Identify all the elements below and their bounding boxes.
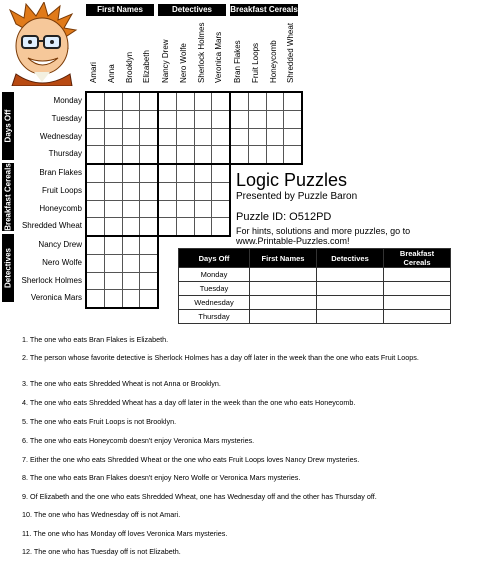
grid-cell[interactable] <box>139 145 158 164</box>
grid-cell[interactable] <box>139 217 158 236</box>
grid-cell[interactable] <box>122 164 141 183</box>
column-label-text: Nero Wolfe <box>178 43 188 83</box>
grid-cell[interactable] <box>230 92 249 111</box>
grid-cell[interactable] <box>86 236 105 255</box>
answer-day: Wednesday <box>179 296 250 310</box>
grid-cell[interactable] <box>194 110 213 129</box>
grid-cell[interactable] <box>158 164 177 183</box>
grid-cell[interactable] <box>158 128 177 147</box>
grid-cell[interactable] <box>158 200 177 219</box>
grid-cell[interactable] <box>176 92 195 111</box>
clue: 5. The one who eats Fruit Loops is not Brooklyn. <box>22 417 177 426</box>
grid-divider <box>229 91 303 93</box>
clue: 6. The one who eats Honeycomb doesn't enjoy Veronica Mars mysteries. <box>22 436 255 445</box>
grid-cell[interactable] <box>122 145 141 164</box>
answer-header-breakfast-cereals: Breakfast Cereals <box>384 249 451 268</box>
grid-cell[interactable] <box>122 110 141 129</box>
row-label: Nero Wolfe <box>42 257 82 267</box>
answer-cell[interactable] <box>384 268 451 282</box>
grid-cell[interactable] <box>122 200 141 219</box>
row-label: Monday <box>53 96 82 105</box>
grid-cell[interactable] <box>211 164 230 183</box>
row-group-detectives: Detectives <box>2 234 14 302</box>
column-label <box>158 12 175 90</box>
grid-cell[interactable] <box>158 145 177 164</box>
answer-row <box>179 268 451 282</box>
row-label: Honeycomb <box>39 203 82 213</box>
grid-cell[interactable] <box>283 128 302 147</box>
grid-cell[interactable] <box>86 217 105 236</box>
row-label: Veronica Mars <box>30 293 82 303</box>
grid-cell[interactable] <box>122 182 141 201</box>
grid-cell[interactable] <box>158 92 177 111</box>
grid-cell[interactable] <box>86 128 105 147</box>
grid-divider <box>85 91 159 93</box>
grid-cell[interactable] <box>176 164 195 183</box>
grid-cell[interactable] <box>230 145 249 164</box>
answer-row <box>179 296 451 310</box>
presenter-line: Presented by Puzzle Baron <box>236 191 358 202</box>
grid-cell[interactable] <box>158 110 177 129</box>
row-label: Bran Flakes <box>39 168 82 177</box>
grid-cell[interactable] <box>194 164 213 183</box>
answer-cell[interactable] <box>250 282 317 296</box>
row-group-breakfast-cereals: Breakfast Cereals <box>3 163 13 231</box>
column-label <box>139 12 156 90</box>
grid-divider <box>229 164 231 237</box>
row-label: Shredded Wheat <box>21 221 82 231</box>
answer-header-first-names: First Names <box>250 249 317 268</box>
grid-divider <box>85 163 159 165</box>
row-label: Tuesday <box>51 113 82 123</box>
grid-cell[interactable] <box>176 200 195 219</box>
grid-divider <box>85 235 159 237</box>
grid-cell[interactable] <box>266 110 285 129</box>
page-title: Logic Puzzles <box>236 170 348 190</box>
row-label: Fruit Loops <box>41 185 82 195</box>
grid-cell[interactable] <box>86 289 105 308</box>
column-label <box>122 12 139 90</box>
grid-cell[interactable] <box>104 236 123 255</box>
grid-cell[interactable] <box>248 92 267 111</box>
grid-divider <box>157 91 159 165</box>
grid-cell[interactable] <box>139 272 158 291</box>
grid-cell[interactable] <box>283 145 302 164</box>
grid-divider <box>157 164 159 237</box>
clue: 2. The person whose favorite detective is Sherlock Holmes has a day off later in the week than the one who eats Fruit Loops. <box>22 353 419 362</box>
grid-cell[interactable] <box>194 92 213 111</box>
grid-divider <box>85 164 87 237</box>
grid-cell[interactable] <box>248 145 267 164</box>
column-label <box>194 12 211 90</box>
grid-cell[interactable] <box>211 128 230 147</box>
row-label: Sherlock Holmes <box>21 275 82 285</box>
grid-divider <box>229 163 303 165</box>
grid-cell[interactable] <box>211 110 230 129</box>
column-label-text: Nancy Drew <box>161 39 170 83</box>
grid-cell[interactable] <box>122 236 141 255</box>
grid-cell[interactable] <box>211 145 230 164</box>
grid-cell[interactable] <box>86 145 105 164</box>
grid-cell[interactable] <box>86 92 105 111</box>
grid-cell[interactable] <box>158 217 177 236</box>
answer-row <box>179 310 451 324</box>
row-label: Nancy Drew <box>38 240 82 249</box>
answer-cell[interactable] <box>317 268 384 282</box>
grid-cell[interactable] <box>194 128 213 147</box>
grid-cell[interactable] <box>139 92 158 111</box>
column-group-breakfast-cereals: Breakfast Cereals <box>230 5 298 14</box>
grid-cell[interactable] <box>194 200 213 219</box>
grid-cell[interactable] <box>86 272 105 291</box>
grid-cell[interactable] <box>104 128 123 147</box>
grid-cell[interactable] <box>104 145 123 164</box>
clue: 7. Either the one who eats Shredded Wheat or the one who eats Fruit Loops loves Nancy Drew mysteries. <box>22 455 360 464</box>
column-label-text: Honeycomb <box>268 40 278 83</box>
grid-cell[interactable] <box>211 200 230 219</box>
grid-divider <box>157 163 231 165</box>
answer-table <box>178 248 451 324</box>
column-label <box>211 12 228 90</box>
column-label <box>86 12 103 90</box>
answer-cell[interactable] <box>250 296 317 310</box>
grid-cell[interactable] <box>266 128 285 147</box>
clue: 12. The one who has Tuesday off is not Elizabeth. <box>22 547 181 556</box>
grid-cell[interactable] <box>122 128 141 147</box>
clue: 3. The one who eats Shredded Wheat is not Anna or Brooklyn. <box>22 379 221 388</box>
grid-divider <box>157 236 159 309</box>
column-label <box>104 12 121 90</box>
answer-cell[interactable] <box>384 296 451 310</box>
grid-divider <box>157 91 231 93</box>
answer-row <box>179 282 451 296</box>
answer-header-detectives: Detectives <box>317 249 384 268</box>
grid-divider <box>85 236 87 309</box>
hint-link[interactable]: www.Printable-Puzzles.com! <box>236 236 350 246</box>
grid-cell[interactable] <box>122 272 141 291</box>
puzzle-id: Puzzle ID: O512PD <box>236 211 332 223</box>
grid-cell[interactable] <box>122 217 141 236</box>
grid-divider <box>229 91 231 165</box>
grid-cell[interactable] <box>104 110 123 129</box>
answer-cell[interactable] <box>317 296 384 310</box>
column-group-detectives: Detectives <box>158 4 226 16</box>
grid-cell[interactable] <box>139 289 158 308</box>
column-label-text: Elizabeth <box>142 50 152 83</box>
grid-cell[interactable] <box>266 145 285 164</box>
column-label-text: Brooklyn <box>124 51 134 83</box>
grid-cell[interactable] <box>104 217 123 236</box>
grid-cell[interactable] <box>86 254 105 273</box>
column-label-text: Shredded Wheat <box>286 22 296 83</box>
column-label <box>248 12 265 90</box>
grid-divider <box>85 91 87 165</box>
answer-cell[interactable] <box>250 310 317 324</box>
grid-cell[interactable] <box>211 92 230 111</box>
grid-cell[interactable] <box>176 128 195 147</box>
column-label <box>266 12 283 90</box>
answer-cell[interactable] <box>384 282 451 296</box>
answer-day: Thursday <box>179 310 250 324</box>
grid-cell[interactable] <box>104 272 123 291</box>
clue: 9. Of Elizabeth and the one who eats Shredded Wheat, one has Wednesday off and the other has Thursday off. <box>22 492 377 501</box>
clue: 4. The one who eats Shredded Wheat has a day off later in the week than the one who eats Honeycomb. <box>22 398 356 407</box>
grid-cell[interactable] <box>139 128 158 147</box>
grid-cell[interactable] <box>176 145 195 164</box>
grid-cell[interactable] <box>211 182 230 201</box>
grid-cell[interactable] <box>139 110 158 129</box>
grid-cell[interactable] <box>122 289 141 308</box>
clue: 8. The one who eats Bran Flakes doesn't enjoy Nero Wolfe or Veronica Mars mysteries. <box>22 473 301 482</box>
grid-cell[interactable] <box>104 200 123 219</box>
grid-cell[interactable] <box>230 128 249 147</box>
mascot-illustration <box>2 2 82 86</box>
grid-cell[interactable] <box>86 182 105 201</box>
grid-cell[interactable] <box>104 182 123 201</box>
grid-cell[interactable] <box>176 182 195 201</box>
grid-divider <box>85 307 159 309</box>
grid-cell[interactable] <box>176 217 195 236</box>
column-label-text: Veronica Mars <box>214 31 224 83</box>
grid-cell[interactable] <box>266 92 285 111</box>
grid-cell[interactable] <box>283 92 302 111</box>
grid-cell[interactable] <box>104 289 123 308</box>
grid-cell[interactable] <box>139 182 158 201</box>
grid-cell[interactable] <box>283 110 302 129</box>
column-label-text: Anna <box>106 64 116 83</box>
answer-day: Tuesday <box>179 282 250 296</box>
clue: 11. The one who has Monday off loves Veronica Mars mysteries. <box>22 529 228 538</box>
grid-divider <box>157 235 231 237</box>
grid-cell[interactable] <box>139 254 158 273</box>
grid-cell[interactable] <box>104 92 123 111</box>
answer-cell[interactable] <box>317 310 384 324</box>
answer-cell[interactable] <box>317 282 384 296</box>
row-label: Wednesday <box>39 131 82 141</box>
clue: 10. The one who has Wednesday off is not Amari. <box>22 510 181 519</box>
column-label-text: Fruit Loops <box>250 42 260 83</box>
grid-cell[interactable] <box>86 200 105 219</box>
column-label <box>176 12 193 90</box>
grid-cell[interactable] <box>248 110 267 129</box>
column-label <box>283 12 300 90</box>
answer-day: Monday <box>179 268 250 282</box>
grid-divider <box>301 91 303 165</box>
grid-cell[interactable] <box>158 182 177 201</box>
column-label-text: Amari <box>89 62 98 83</box>
answer-header-days-off: Days Off <box>179 249 250 268</box>
grid-cell[interactable] <box>194 145 213 164</box>
hint-line-1: For hints, solutions and more puzzles, go to <box>236 226 411 236</box>
grid-cell[interactable] <box>248 128 267 147</box>
grid-cell[interactable] <box>86 164 105 183</box>
column-label <box>230 12 247 90</box>
grid-cell[interactable] <box>139 164 158 183</box>
grid-cell[interactable] <box>86 110 105 129</box>
grid-cell[interactable] <box>139 200 158 219</box>
grid-cell[interactable] <box>104 254 123 273</box>
grid-cell[interactable] <box>230 110 249 129</box>
column-group-first-names: First Names <box>86 4 154 16</box>
grid-cell[interactable] <box>122 254 141 273</box>
grid-cell[interactable] <box>194 217 213 236</box>
row-group-days-off: Days Off <box>2 92 14 160</box>
grid-cell[interactable] <box>176 110 195 129</box>
grid-cell[interactable] <box>104 164 123 183</box>
clue: 1. The one who eats Bran Flakes is Elizabeth. <box>22 335 169 344</box>
row-label: Thursday <box>48 149 82 159</box>
column-label-text: Bran Flakes <box>233 40 242 83</box>
column-label-text: Sherlock Holmes <box>196 22 206 83</box>
grid-cell[interactable] <box>194 182 213 201</box>
answer-cell[interactable] <box>384 310 451 324</box>
grid-cell[interactable] <box>211 217 230 236</box>
grid-cell[interactable] <box>139 236 158 255</box>
answer-cell[interactable] <box>250 268 317 282</box>
grid-cell[interactable] <box>122 92 141 111</box>
